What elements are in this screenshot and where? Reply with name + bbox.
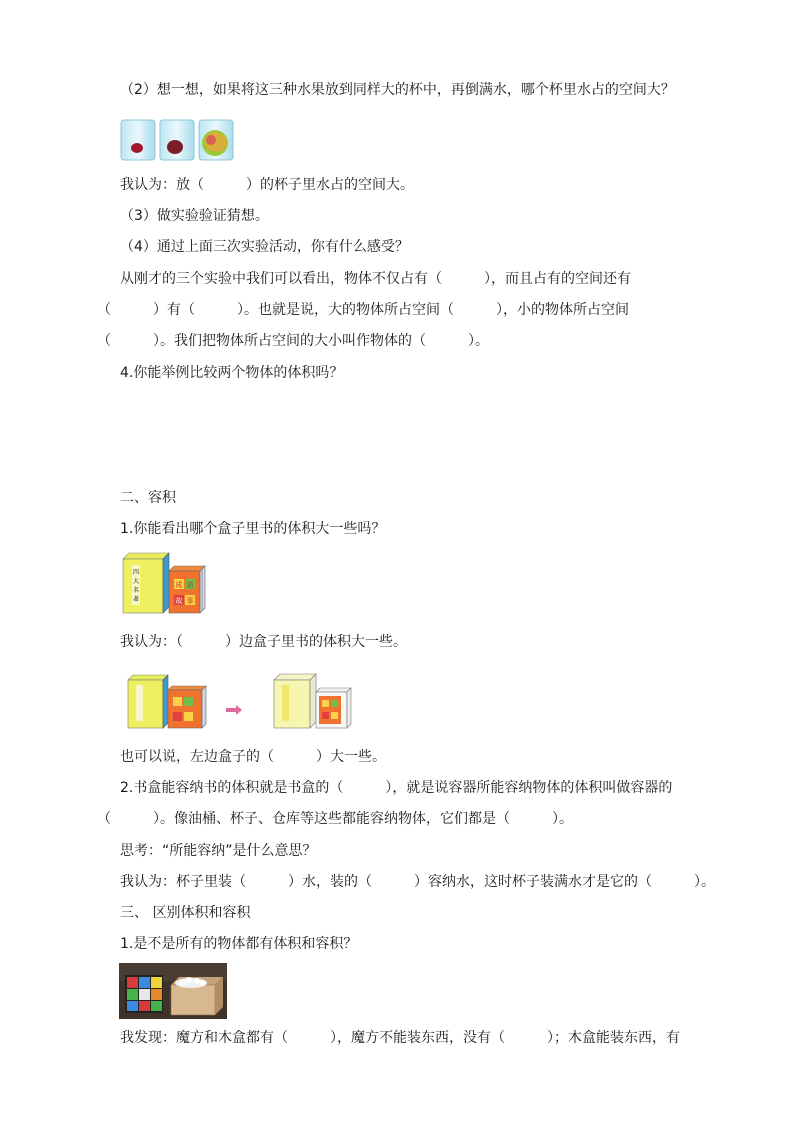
section-2-heading: 二、容积 — [120, 490, 176, 506]
question-3: （3）做实验验证猜想。 — [120, 208, 269, 224]
section-2-answer-1b: 也可以说，左边盒子的（ ）大一些。 — [120, 749, 386, 765]
book-title-char: 名 — [132, 587, 140, 594]
section-3-question-1: 1.是不是所有的物体都有体积和容积？ — [120, 936, 358, 952]
book-title-char: 事 — [186, 597, 194, 605]
book-title-char: 成 — [175, 581, 183, 589]
right-arrow-icon — [226, 705, 242, 715]
cube-and-box-photo — [119, 963, 227, 1019]
section-3-answer-1: 我发现：魔方和木盒都有（ ），魔方不能装东西，没有（ ）；木盒能装东西，有 — [120, 1030, 680, 1046]
think-question: 思考：“所能容纳”是什么意思？ — [120, 843, 317, 859]
paragraph-1-line-1: 从刚才的三个实验中我们可以看出，物体不仅占有（ ），而且占有的空间还有 — [120, 271, 631, 287]
book-title-char: 大 — [132, 578, 140, 585]
question-4-example: 4.你能举例比较两个物体的体积吗？ — [120, 365, 344, 381]
fruit-cups-image — [119, 118, 234, 162]
question-4: （4）通过上面三次实验活动，你有什么感受？ — [120, 239, 409, 255]
book-box-comparison-image — [126, 672, 358, 730]
question-2-answer: 我认为：放（ ）的杯子里水占的空间大。 — [120, 177, 414, 193]
section-3-heading: 三、 区别体积和容积 — [120, 905, 251, 921]
book-title-char: 著 — [132, 596, 140, 603]
section-2-answer-1: 我认为：（ ）边盒子里书的体积大一些。 — [120, 634, 407, 650]
section-2-question-1: 1.你能看出哪个盒子里书的体积大一些吗？ — [120, 521, 386, 537]
book-title-char: 故 — [175, 597, 183, 605]
question-2: （2）想一想，如果将这三种水果放到同样大的杯中，再倒满水，哪个杯里水占的空间大？ — [120, 82, 675, 98]
book-title-char: 语 — [186, 581, 194, 589]
section-2-question-2-line-1: 2.书盒能容纳书的体积就是书盒的（ ），就是说容器所能容纳物体的体积叫做容器的 — [120, 780, 673, 796]
book-title-char: 四 — [132, 569, 140, 576]
paragraph-1-line-3: （ ）。我们把物体所占空间的大小叫作物体的（ ）。 — [97, 333, 489, 349]
section-2-question-2-line-2: （ ）。像油桶、杯子、仓库等这些都能容纳物体，它们都是（ ）。 — [97, 811, 573, 827]
paragraph-1-line-2: （ ）有（ ）。也就是说，大的物体所占空间（ ），小的物体所占空间 — [97, 302, 629, 318]
book-boxes-image — [119, 551, 209, 615]
think-answer: 我认为：杯子里装（ ）水，装的（ ）容纳水，这时杯子装满水才是它的（ ）。 — [120, 874, 715, 890]
